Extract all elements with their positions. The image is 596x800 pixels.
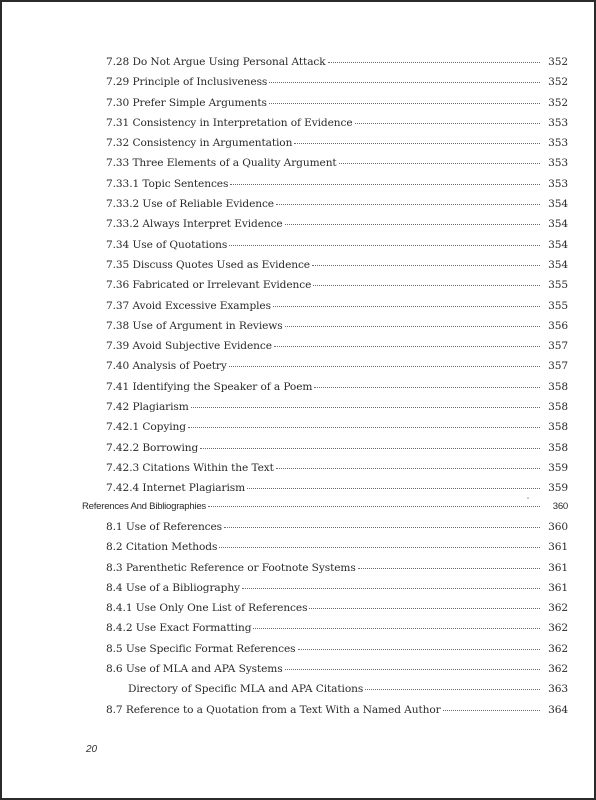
toc-entry-title: 7.33.2 Use of Reliable Evidence [106, 198, 274, 211]
dot-leader [229, 245, 540, 246]
section-entries [106, 521, 568, 724]
toc-entry-page: 357 [548, 340, 568, 353]
dot-leader [285, 326, 540, 327]
dot-leader [314, 387, 540, 388]
toc-entry-page: 362 [548, 663, 568, 676]
toc-entry[interactable] [106, 360, 568, 380]
dot-leader [230, 184, 540, 185]
toc-entry-page: 353 [548, 177, 568, 190]
toc-entry-title: 7.42.1 Copying [106, 421, 186, 434]
section-page-number: 360 [552, 501, 568, 512]
page-number: 20 [86, 744, 98, 755]
toc-entry-title: 8.4 Use of a Bibliography [106, 581, 240, 594]
dot-leader [443, 710, 540, 711]
toc-entry-page: 358 [548, 421, 568, 434]
dot-leader [358, 568, 540, 569]
dot-leader [294, 143, 540, 144]
toc-entry-page: 362 [548, 622, 568, 635]
dot-leader [247, 488, 540, 489]
dot-leader [229, 366, 540, 367]
toc-entry[interactable] [106, 521, 568, 541]
toc-entry-page: 354 [548, 198, 568, 211]
dot-leader [355, 123, 541, 124]
toc-list [106, 56, 568, 503]
toc-entry-page: 355 [548, 279, 568, 292]
toc-entry-title: 8.4.2 Use Exact Formatting [106, 622, 252, 635]
dot-leader [276, 204, 540, 205]
toc-entry-page: 355 [548, 299, 568, 312]
dot-leader [269, 82, 540, 83]
toc-entry-title: 8.1 Use of References [106, 521, 223, 533]
toc-entry[interactable] [106, 117, 568, 137]
toc-entry-page: 353 [548, 157, 568, 170]
toc-entry-title: 7.33.2 Always Interpret Evidence [106, 218, 283, 231]
dot-leader [219, 547, 540, 548]
toc-entry[interactable] [106, 683, 568, 703]
toc-entry[interactable] [106, 300, 568, 320]
toc-entry-title: 7.40 Analysis of Poetry [106, 360, 227, 373]
toc-entry-page: 354 [548, 218, 568, 231]
toc-entry[interactable] [106, 462, 568, 482]
toc-entry[interactable] [106, 76, 568, 96]
toc-entry-title: 7.29 Principle of Inclusiveness [106, 76, 268, 89]
toc-entry-page: 353 [548, 137, 568, 150]
toc-entry[interactable] [106, 381, 568, 401]
toc-entry-page: 358 [548, 441, 568, 454]
toc-entry[interactable] [106, 340, 568, 360]
toc-entry-title: 7.28 Do Not Argue Using Personal Attack [106, 56, 326, 68]
toc-entry-page: 361 [548, 541, 568, 554]
toc-entry-title: Directory of Specific MLA and APA Citations [128, 683, 364, 696]
toc-entry-title: 7.35 Discuss Quotes Used as Evidence [106, 258, 310, 271]
toc-entry-title: 7.42.3 Citations Within the Text [106, 461, 274, 474]
toc-entry-title: 8.5 Use Specific Format References [106, 642, 296, 655]
toc-entry-page: 364 [548, 703, 568, 716]
toc-entry-page: 361 [548, 561, 568, 574]
dot-leader [298, 649, 541, 650]
toc-entry-title: 7.33 Three Elements of a Quality Argument [106, 157, 337, 170]
toc-entry-title: 7.33.1 Topic Sentences [106, 177, 229, 190]
toc-entry-title: 7.42.2 Borrowing [106, 441, 199, 454]
scan-speck [527, 497, 529, 499]
section-heading: References And Bibliographies [82, 501, 206, 512]
dot-leader [269, 103, 540, 104]
toc-entry-page: 361 [548, 581, 568, 594]
dot-leader [191, 407, 540, 408]
dot-leader [365, 689, 540, 690]
toc-entry-title: 7.30 Prefer Simple Arguments [106, 96, 267, 109]
dot-leader [309, 608, 540, 609]
toc-entry[interactable] [106, 582, 568, 602]
toc-entry[interactable] [106, 482, 568, 502]
dot-leader [188, 427, 540, 428]
toc-section [82, 501, 568, 724]
toc-entry[interactable] [106, 279, 568, 299]
dot-leader [339, 163, 540, 164]
toc-entry-page: 354 [548, 258, 568, 271]
dot-leader [328, 62, 540, 63]
toc-entry[interactable] [106, 421, 568, 441]
toc-entry[interactable] [106, 602, 568, 622]
dot-leader [276, 468, 540, 469]
toc-entry-page: 360 [548, 521, 568, 533]
dot-leader [274, 346, 540, 347]
toc-entry-page: 359 [548, 461, 568, 474]
toc-entry-title: 8.7 Reference to a Quotation from a Text With a Named Author [106, 703, 441, 716]
toc-entry[interactable] [106, 239, 568, 259]
toc-entry-page: 356 [548, 319, 568, 332]
toc-entry[interactable] [106, 198, 568, 218]
toc-entry-page: 363 [548, 683, 568, 696]
dot-leader [208, 506, 540, 507]
toc-entry-page: 357 [548, 360, 568, 373]
toc-entry-page: 353 [548, 116, 568, 129]
dot-leader [242, 588, 540, 589]
toc-entry-title: 7.31 Consistency in Interpretation of Evidence [106, 116, 353, 129]
dot-leader [200, 448, 540, 449]
toc-entry-page: 354 [548, 238, 568, 251]
toc-entry[interactable] [106, 622, 568, 642]
toc-entry-page: 358 [548, 401, 568, 414]
toc-entry[interactable] [106, 442, 568, 462]
toc-entry[interactable] [106, 137, 568, 157]
toc-entry-title: 7.42.4 Internet Plagiarism [106, 482, 246, 495]
toc-entry-title: 8.2 Citation Methods [106, 541, 218, 554]
section-heading-row[interactable] [82, 501, 568, 521]
toc-entry[interactable] [106, 401, 568, 421]
toc-entry-title: 7.37 Avoid Excessive Examples [106, 299, 271, 312]
toc-entry-page: 359 [548, 482, 568, 495]
dot-leader [224, 527, 540, 528]
toc-entry[interactable] [106, 157, 568, 177]
toc-entry-title: 7.42 Plagiarism [106, 401, 189, 414]
dot-leader [285, 669, 540, 670]
toc-entry-title: 8.3 Parenthetic Reference or Footnote Systems [106, 561, 356, 574]
dot-leader [312, 265, 540, 266]
dot-leader [313, 285, 540, 286]
toc-entry[interactable] [106, 56, 568, 76]
toc-entry-page: 352 [548, 56, 568, 68]
toc-entry[interactable] [106, 541, 568, 561]
toc-entry-title: 7.38 Use of Argument in Reviews [106, 319, 283, 332]
toc-entry[interactable] [106, 663, 568, 683]
toc-entry[interactable] [106, 178, 568, 198]
toc-entry-page: 352 [548, 96, 568, 109]
toc-entry[interactable] [106, 704, 568, 724]
toc-entry-title: 7.34 Use of Quotations [106, 238, 228, 251]
dot-leader [273, 306, 540, 307]
toc-entry-title: 7.36 Fabricated or Irrelevant Evidence [106, 279, 312, 292]
toc-entry-title: 7.41 Identifying the Speaker of a Poem [106, 380, 313, 393]
toc-entry[interactable] [106, 218, 568, 238]
toc-entry[interactable] [106, 320, 568, 340]
toc-entry[interactable] [106, 643, 568, 663]
toc-entry[interactable] [106, 562, 568, 582]
toc-entry[interactable] [106, 97, 568, 117]
dot-leader [285, 224, 540, 225]
toc-entry-title: 7.32 Consistency in Argumentation [106, 137, 293, 150]
toc-entry-title: 8.6 Use of MLA and APA Systems [106, 663, 283, 676]
dot-leader [253, 628, 540, 629]
toc-entry-title: 7.39 Avoid Subjective Evidence [106, 340, 272, 353]
toc-entry-page: 362 [548, 642, 568, 655]
toc-entry-title: 8.4.1 Use Only One List of References [106, 602, 308, 615]
toc-entry-page: 352 [548, 76, 568, 89]
toc-entry[interactable] [106, 259, 568, 279]
toc-entry-page: 358 [548, 380, 568, 393]
toc-entry-page: 362 [548, 602, 568, 615]
